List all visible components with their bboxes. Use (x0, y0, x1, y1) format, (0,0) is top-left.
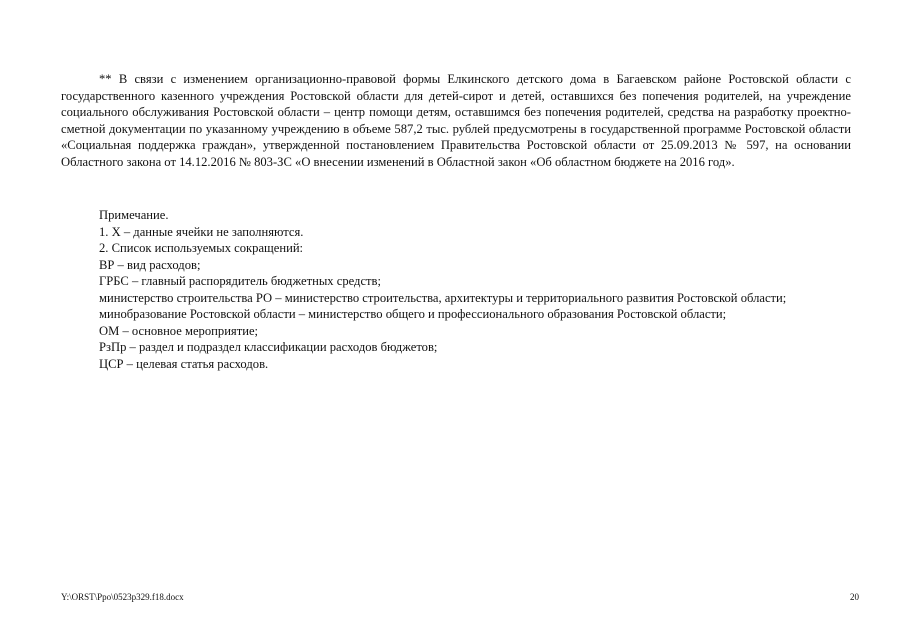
footnote (61, 71, 851, 170)
notes-item-2: 2. Список используемых сокращений: (99, 241, 304, 255)
abbreviation-vr: ВР – вид расходов; (99, 257, 201, 272)
notes-heading: Примечание. (99, 208, 169, 222)
notes-section (61, 207, 851, 372)
abbreviation-minstroy: министерство строительства РО – министерство строительства, архитектуры и территориального развития Ростовской области; (99, 290, 787, 305)
abbreviation-minobr: минобразование Ростовской области – министерство общего и профессионального образования Ростовской области; (99, 307, 727, 321)
page-number: 20 (850, 592, 859, 602)
abbreviation-om: ОМ – основное мероприятие; (99, 323, 259, 338)
abbreviation-rzpr: РзПр – раздел и подраздел классификации расходов бюджетов; (99, 340, 438, 354)
footnote-text: ** В связи с изменением организационно-правовой формы Елкинского детского дома в Багаевском районе Ростовской области с государственного казенного учреждения Ростовской области для детей-сирот и детей, оставшихся без попечения родителей, на учреждение социального обслуживания Ростовской области – центр помощи детям, оставшимся без попечения родителей, средства на разработку проектно-сметной документации по указанному учреждению в объеме 587,2 тыс. рублей предусмотрены в государственной программе Ростовской области «Социальная поддержка граждан», утвержденной постановлением Правительства Ростовской области от 25.09.2013 № 597, на основании Областного закона от 14.12.2016 № 803-ЗС «О внесении изменений в Областной закон «Об областном бюджете на 2016 год». (61, 72, 851, 169)
file-path: Y:\ORST\Ppo\0523p329.f18.docx (61, 592, 184, 602)
notes-item-1: 1. Х – данные ячейки не заполняются. (99, 224, 304, 239)
abbreviation-csr: ЦСР – целевая статья расходов. (99, 356, 269, 371)
abbreviation-grbs: ГРБС – главный распорядитель бюджетных средств; (99, 274, 381, 288)
